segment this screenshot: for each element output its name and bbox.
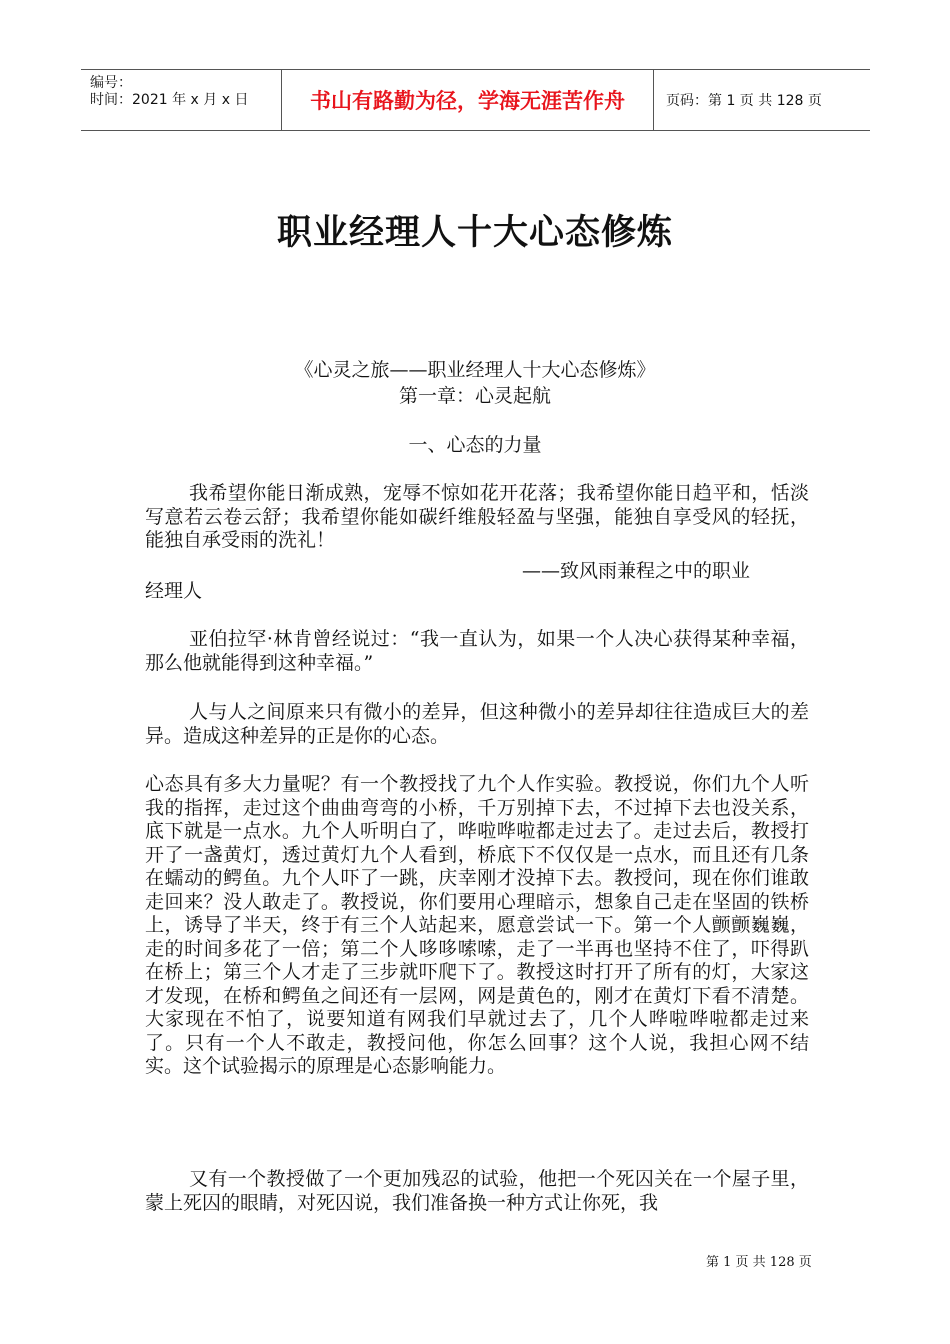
paragraph-difference xyxy=(145,701,809,748)
paragraph-text: 又有一个教授做了一个更加残忍的试验，他把一个死囚关在一个屋子里，蒙上死囚的眼睛，对死囚说，我们准备换一种方式让你死，我 xyxy=(145,1168,809,1214)
document-header xyxy=(81,69,870,131)
document-number-label: 编号： xyxy=(90,75,132,91)
paragraph-experiment: 心态具有多大力量呢？有一个教授找了九个人作实验。教授说，你们九个人听我的指挥，走过这个曲曲弯弯的小桥，千万别掉下去，不过掉下去也没关系，底下就是一点水。九个人听明白了，哗啦哗啦都走过去了。走过去后，教授打开了一盏黄灯，透过黄灯九个人看到，桥底下不仅仅是一点水，而且还有几条在蠕动的鳄鱼。九个人吓了一跳，庆幸刚才没掉下去。教授问，现在你们谁敢走回来？没人敢走了。教授说，你们要用心理暗示，想象自己走在坚固的铁桥上，诱导了半天，终于有三个人站起来，愿意尝试一下。第一个人颤颤巍巍，走的时间多花了一倍；第二个人哆哆嗦嗦，走了一半再也坚持不住了，吓得趴在桥上；第三个人才走了三步就吓爬下了。教授这时打开了所有的灯，大家这才发现，在桥和鳄鱼之间还有一层网，网是黄色的，刚才在黄灯下看不清楚。大家现在不怕了，说要知道有网我们早就过去了，几个人哗啦哗啦都走过来了。只有一个人不敢走，教授问他，你怎么回事？这个人说，我担心网不结实。这个试验揭示的原理是心态影响能力。 xyxy=(145,773,809,1077)
paragraph-text: 人与人之间原来只有微小的差异，但这种微小的差异却往往造成巨大的差异。造成这种差异的正是你的心态。 xyxy=(145,701,809,747)
header-page-info: 页码：第 1 页 共 128 页 xyxy=(666,93,822,109)
paragraph-prisoner xyxy=(145,1168,809,1215)
signature-line: ——致风雨兼程之中的职业 xyxy=(522,560,751,582)
document-title: 职业经理人十大心态修炼 xyxy=(276,213,673,253)
header-meta-cell xyxy=(81,70,282,130)
header-motto: 书山有路勤为径，学海无涯苦作舟 xyxy=(282,70,654,130)
paragraph-text: 亚伯拉罕·林肯曾经说过：“我一直认为，如果一个人决心获得某种幸福，那么他就能得到这种幸福。” xyxy=(145,628,809,674)
page-footer: 第 1 页 共 128 页 xyxy=(706,1255,812,1270)
document-date-label: 时间：2021 年 x 月 x 日 xyxy=(90,92,249,108)
paragraph-wish xyxy=(145,482,809,553)
signature-continuation: 经理人 xyxy=(145,580,203,602)
paragraph-lincoln xyxy=(145,628,809,675)
book-title: 《心灵之旅——职业经理人十大心态修炼》 xyxy=(294,359,656,381)
paragraph-text: 我希望你能日渐成熟，宠辱不惊如花开花落；我希望你能日趋平和，恬淡写意若云卷云舒；我希望你能如碳纤维般轻盈与坚强，能独自享受风的轻抚，能独自承受雨的洗礼！ xyxy=(145,482,809,551)
section-heading: 一、心态的力量 xyxy=(408,434,542,456)
chapter-heading: 第一章：心灵起航 xyxy=(398,385,551,407)
